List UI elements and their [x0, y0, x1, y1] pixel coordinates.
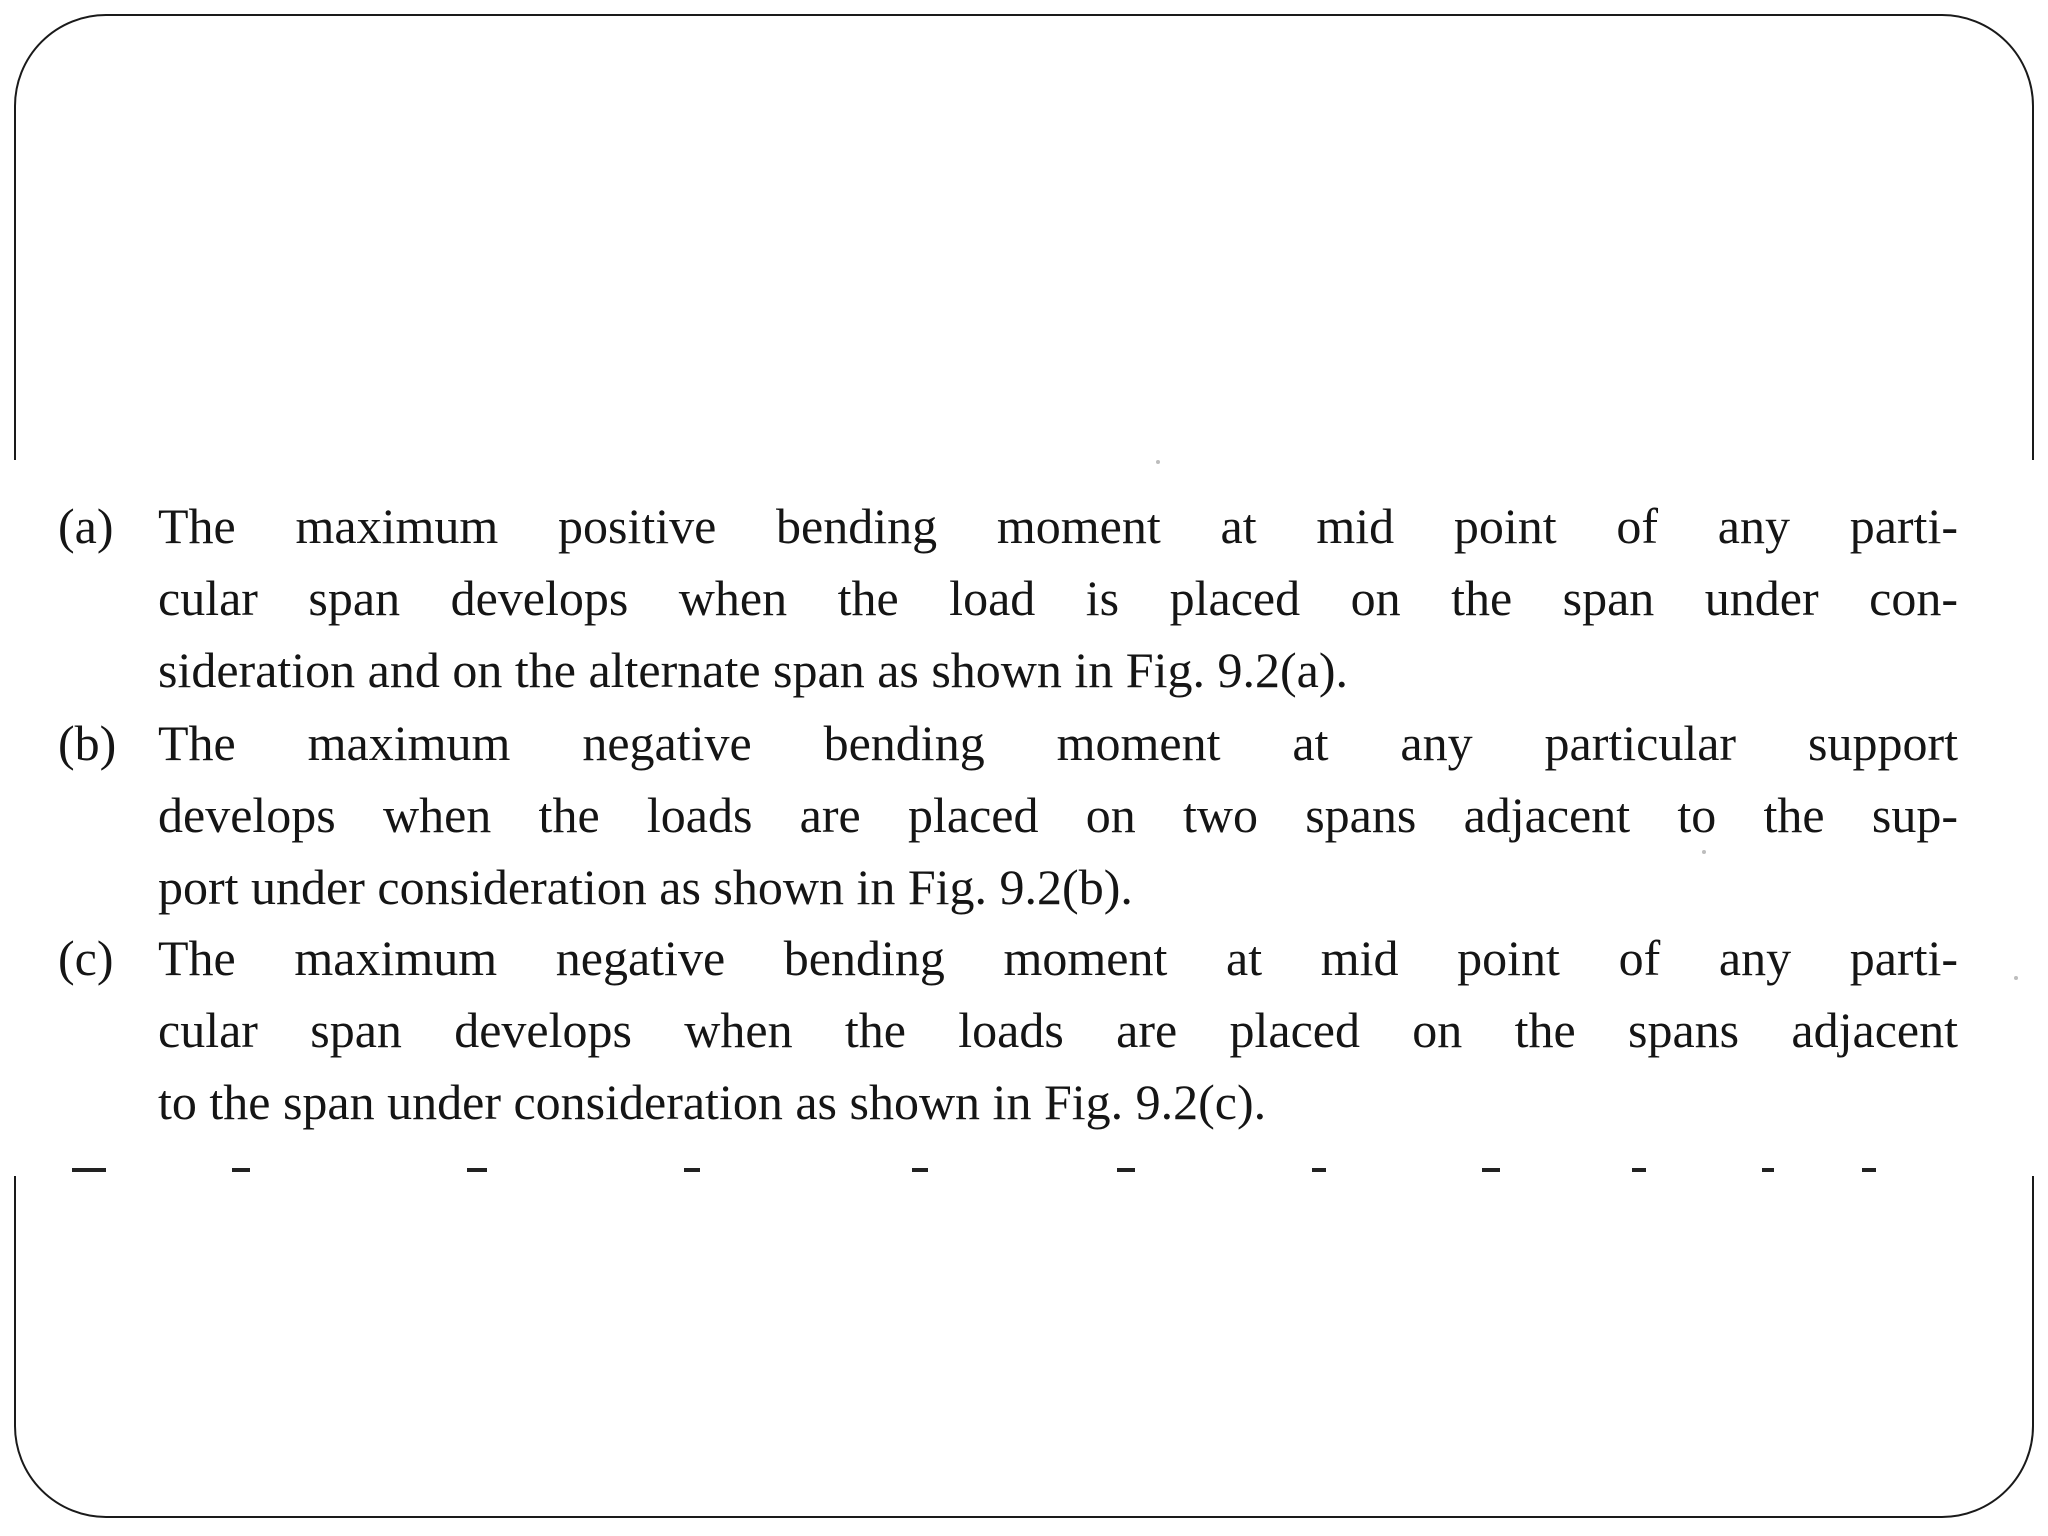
- clause-b-line-3: port under consideration as shown in Fig. 9.2(b).: [158, 859, 1133, 915]
- scan-speck: [1702, 850, 1706, 854]
- clause-c: [58, 922, 1958, 1138]
- clause-c-line-2: cular span develops when the loads are placed on the spans adjacent: [158, 1002, 1958, 1058]
- clause-c-marker: (c): [58, 930, 114, 986]
- cropped-text-fragment: [72, 1166, 1952, 1176]
- clause-a-line-2: cular span develops when the load is placed on the span under con-: [158, 570, 1958, 626]
- clause-b-line-2: develops when the loads are placed on two spans adjacent to the sup-: [158, 787, 1958, 843]
- clause-b-line-1: The maximum negative bending moment at any particular support: [158, 715, 1958, 771]
- clause-b-marker: (b): [58, 715, 117, 771]
- clause-a-line-3: sideration and on the alternate span as shown in Fig. 9.2(a).: [158, 642, 1348, 698]
- clause-a: [58, 490, 1958, 706]
- clause-c-line-1: The maximum negative bending moment at mid point of any parti-: [158, 930, 1958, 986]
- scan-speck: [2014, 976, 2018, 980]
- scan-speck: [1156, 460, 1160, 464]
- scanned-text-excerpt: [6, 460, 2042, 1176]
- clause-c-line-3: to the span under consideration as shown in Fig. 9.2(c).: [158, 1074, 1267, 1130]
- clause-a-marker: (a): [58, 498, 114, 554]
- clause-b: [58, 707, 1958, 923]
- clause-a-line-1: The maximum positive bending moment at mid point of any parti-: [158, 498, 1958, 554]
